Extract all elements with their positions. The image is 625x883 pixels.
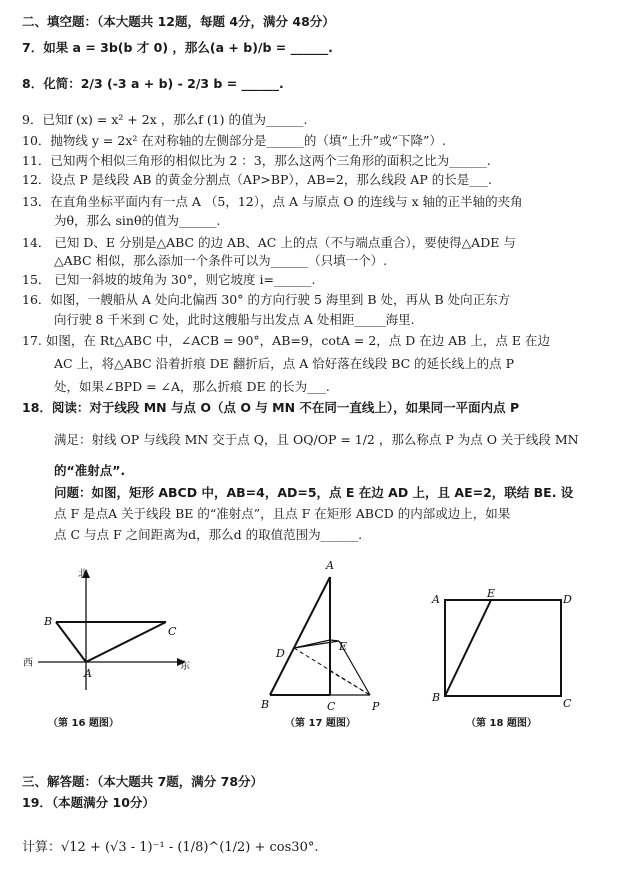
figure-18-diagram xyxy=(425,585,585,710)
section-3-heading: 三、解答题：（本大题共 7题，满分 78分） xyxy=(22,774,264,789)
fig18-point-D: D xyxy=(563,593,572,606)
q18-problem-line3: 点 C 与点 F 之间距离为d，那么d 的取值范围为______. xyxy=(54,527,363,542)
q18-problem-line1: 问题：如图，矩形 ABCD 中，AB=4，AD=5，点 E 在边 AD 上，且 AE=2，联结 BE. 设 xyxy=(54,485,574,500)
q13-line2: 为θ，那么 sinθ的值为______. xyxy=(54,213,221,228)
figure-17-caption: （第 17 题图） xyxy=(285,718,356,729)
q14-line2: △ABC 相似，那么添加一个条件可以为______（只填一个）. xyxy=(54,253,388,268)
q18-line3: 的“准射点”. xyxy=(54,463,126,478)
fig18-point-E: E xyxy=(487,587,496,600)
q19-expression: 计算：√12 + (√3 - 1)⁻¹ - (1/8)^(1/2) + cos30°. xyxy=(22,840,319,855)
q17-line2: AC 上，将△ABC 沿着折痕 DE 翻折后，点 A 恰好落在线段 BC 的延长线上的点 P xyxy=(54,356,515,371)
fig17-point-E: E xyxy=(339,640,348,653)
fig16-north-label: 北 xyxy=(78,569,88,580)
q9: 9．已知f (x) = x² + 2x ，那么f (1) 的值为______. xyxy=(22,112,308,127)
q8: 8．化简：2/3 (-3 a + b) - 2/3 b = ______. xyxy=(22,76,284,91)
q11: 11．已知两个相似三角形的相似比为 2 ：3，那么这两个三角形的面积之比为______. xyxy=(22,153,491,168)
fig17-point-C: C xyxy=(327,700,336,713)
q13-line1: 13．在直角坐标平面内有一点 A （5，12），点 A 与原点 O 的连线与 x 轴的正半轴的夹角 xyxy=(22,194,523,209)
q18-problem-line2: 点 F 是点A 关于线段 BE 的“准射点”，且点 F 在矩形 ABCD 的内部或边上，如果 xyxy=(54,506,511,521)
q15: 15． 已知一斜坡的坡角为 30°，则它坡度 i=______. xyxy=(22,272,316,287)
q16-line2: 向行驶 8 千米到 C 处，此时这艘船与出发点 A 处相距_____海里. xyxy=(54,312,415,327)
figure-16-diagram xyxy=(20,565,200,695)
fig16-point-B: B xyxy=(44,615,53,628)
q17-line3: 处，如果∠BPD = ∠A，那么折痕 DE 的长为___. xyxy=(54,379,330,394)
figure-17-diagram xyxy=(255,555,395,715)
figure-18-caption: （第 18 题图） xyxy=(466,718,537,729)
fig17-point-D: D xyxy=(276,647,285,660)
q18-line2: 满足：射线 OP 与线段 MN 交于点 Q，且 OQ/OP = 1/2 ，那么称点 P 为点 O 关于线段 MN xyxy=(54,432,579,447)
q16-line1: 16．如图，一艘船从 A 处向北偏西 30° 的方向行驶 5 海里到 B 处，再从 B 处向正东方 xyxy=(22,292,511,307)
fig16-point-A: A xyxy=(84,667,92,680)
fig17-point-P: P xyxy=(372,700,380,713)
q7: 7．如果 a = 3b(b 才 0) ，那么(a + b)/b = ______. xyxy=(22,40,333,55)
q10: 10．抛物线 y = 2x² 在对称轴的左侧部分是______的（填“上升”或“下降”）. xyxy=(22,133,446,148)
q14-line1: 14． 已知 D、E 分别是△ABC 的边 AB、AC 上的点（不与端点重合），要使得△ADE 与 xyxy=(22,235,516,250)
figure-16-caption: （第 16 题图） xyxy=(48,718,119,729)
q17-line1: 17. 如图，在 Rt△ABC 中，∠ACB = 90°，AB=9，cotA = 2，点 D 在边 AB 上，点 E 在边 xyxy=(22,333,550,348)
fig16-west-label: 西 xyxy=(23,658,33,669)
fig16-point-C: C xyxy=(168,625,177,638)
fig17-point-B: B xyxy=(261,698,270,711)
fig16-east-label: 东 xyxy=(180,661,190,672)
fig18-point-C: C xyxy=(563,697,572,710)
fig17-point-A: A xyxy=(326,559,334,572)
section-2-heading: 二、填空题：（本大题共 12题，每题 4分，满分 48分） xyxy=(22,14,335,29)
q12: 12．设点 P 是线段 AB 的黄金分割点（AP>BP），AB=2，那么线段 AP 的长是___. xyxy=(22,172,492,187)
fig18-point-A: A xyxy=(432,593,440,606)
q19-heading: 19．（本题满分 10分） xyxy=(22,795,155,810)
fig18-point-B: B xyxy=(432,691,441,704)
q18-line1: 18．阅读：对于线段 MN 与点 O（点 O 与 MN 不在同一直线上），如果同一平面内点 P xyxy=(22,400,520,415)
